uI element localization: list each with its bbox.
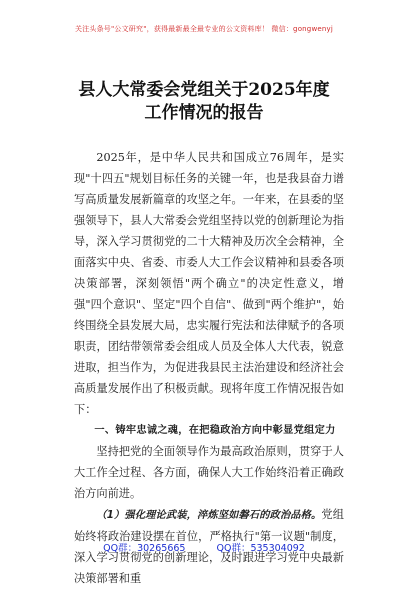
subsection-heading-1: （1）强化理论武装，淬炼坚如磐石的政治品格。: [96, 510, 322, 521]
contact-footer: [0, 540, 408, 554]
document-body: [74, 147, 344, 589]
section-heading-1: 一、铸牢忠诚之魂，在把稳政治方向中彰显党组定力: [94, 425, 336, 436]
document-title: 县人大常委会党组关于2025年度工作情况的报告: [78, 80, 330, 123]
qq-group-1: QQ群：30265665: [103, 543, 186, 554]
promo-banner: 关注头条号"公文研究"，获得最新最全最专业的公文资料库！ 微信：gongwenyj: [74, 25, 334, 33]
paragraph-intro: 2025年，是中华人民共和国成立76周年，是实现"十四五"规划目标任务的关键一年，也是我县奋力谱写高质量发展新篇章的攻坚之年。一年来，在县委的坚强领导下，县人大常委会党组坚持以党的创新理论为指导，深入学习贯彻党的二十大精神及历次全会精神，全面落实中央、省委、市委人大工作会议精神和县委各项决策部署，深刻领悟"两个确立"的决定性意义，增强"四个意识"、坚定"四个自信"、做到"两个维护"，始终围绕全县发展大局，忠实履行宪法和法律赋予的各项职责，团结带领常委会组成人员及全体人大代表，锐意进取，担当作为，为促进我县民主法治建设和经济社会高质量发展作出了积极贡献。现将年度工作情况报告如下：: [74, 151, 344, 416]
paragraph-section-1: 坚持把党的全面领导作为最高政治原则，贯穿于人大工作全过程、各方面，确保人大工作始终沿着正确政治方向前进。: [74, 445, 344, 500]
qq-group-2: QQ群：535304092: [216, 543, 305, 554]
subsection-text-1: 党组始终将政治建设摆在首位，严格执行"第一议题"制度，深入学习贯彻党的创新理论，及时跟进学习党中央最新决策部署和重: [74, 508, 344, 585]
